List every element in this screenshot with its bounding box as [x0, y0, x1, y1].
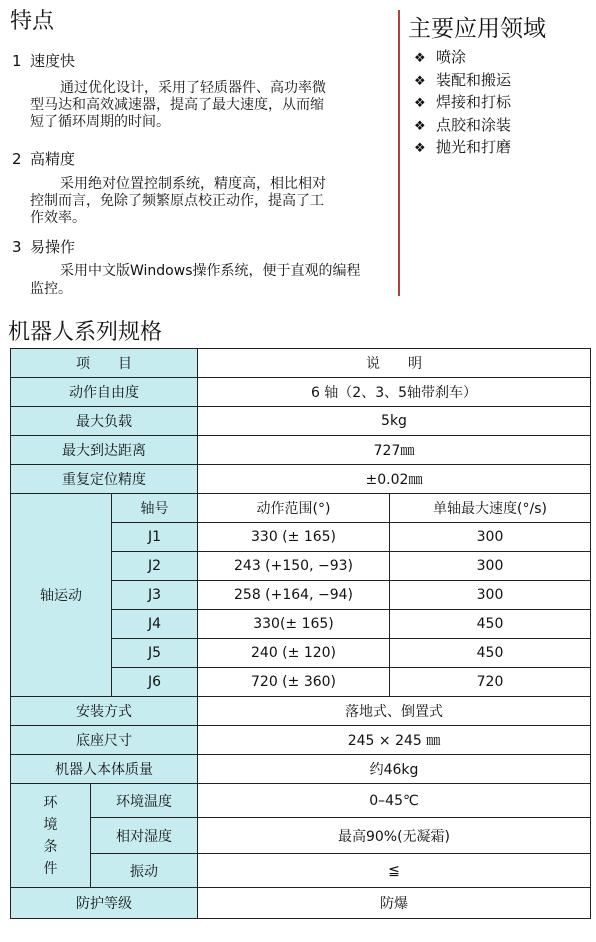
diamond-bullet-icon: ❖	[414, 96, 426, 111]
list-item: ❖ 焊接和打标	[414, 92, 511, 115]
axis-speed: 450	[390, 639, 591, 668]
row-value: 5kg	[198, 407, 591, 436]
axis-range: 330(± 165)	[198, 610, 390, 639]
spec-title: 机器人系列规格	[8, 320, 163, 345]
axis-range: 240 (± 120)	[198, 639, 390, 668]
feature-1-text-cont: 型马达和高效减速器，提高了最大速度，从而缩 短了循环周期的时间。	[30, 97, 324, 130]
table-row	[11, 407, 591, 436]
header-desc: 说 明	[198, 349, 591, 378]
row-label: 防护等级	[11, 888, 198, 919]
env-value: 0–45℃	[198, 784, 591, 818]
env-label: 环境温度	[91, 784, 198, 818]
axis-group-label: 轴运动	[11, 494, 112, 697]
row-value: 落地式、倒置式	[198, 697, 591, 726]
env-value: 最高90%(无凝霜)	[198, 818, 591, 854]
axis-range: 720 (± 360)	[198, 668, 390, 697]
env-label: 相对湿度	[91, 818, 198, 854]
applications-title: 主要应用领域	[408, 16, 546, 42]
axis-header-speed: 单轴最大速度(°/s)	[390, 494, 591, 523]
diamond-bullet-icon: ❖	[414, 141, 426, 156]
table-row	[11, 784, 591, 818]
axis-speed: 450	[390, 610, 591, 639]
row-label: 最大负载	[11, 407, 198, 436]
axis-id: J6	[112, 668, 198, 697]
row-label: 动作自由度	[11, 378, 198, 407]
features-title: 特点	[10, 9, 55, 34]
feature-3-text-cont: 监控。	[30, 281, 72, 297]
diamond-bullet-icon: ❖	[414, 118, 426, 134]
row-value: 约46kg	[198, 755, 591, 784]
list-item: ❖ 装配和搬运	[414, 70, 511, 93]
table-row	[11, 378, 591, 407]
axis-range: 330 (± 165)	[198, 523, 390, 552]
axis-range: 258 (+164, −94)	[198, 581, 390, 610]
axis-id: J3	[112, 581, 198, 610]
diamond-bullet-icon: ❖	[414, 51, 426, 66]
env-group-label: 环 境 条 件	[11, 784, 91, 888]
feature-1-text: 通过优化设计，采用了轻质器件、高功率微	[60, 80, 326, 96]
feature-3-heading: 3 易操作	[12, 238, 76, 256]
table-row	[11, 818, 591, 854]
table-row	[11, 494, 591, 523]
table-row	[11, 465, 591, 494]
section-divider	[398, 10, 400, 296]
diamond-bullet-icon: ❖	[414, 73, 426, 89]
row-value: 6 轴（2、3、5轴带刹车）	[198, 378, 591, 407]
table-row	[11, 436, 591, 465]
axis-speed: 300	[390, 523, 591, 552]
axis-id: J4	[112, 610, 198, 639]
axis-range: 243 (+150, −93)	[198, 552, 390, 581]
axis-id: J1	[112, 523, 198, 552]
table-row	[11, 697, 591, 726]
table-row	[11, 755, 591, 784]
feature-3-text: 采用中文版Windows操作系统，便于直观的编程	[60, 263, 361, 279]
header-item: 项 目	[11, 349, 198, 378]
axis-speed: 720	[390, 668, 591, 697]
row-label: 底座尺寸	[11, 726, 198, 755]
list-item: ❖ 抛光和打磨	[414, 137, 511, 160]
axis-header-axis: 轴号	[112, 494, 198, 523]
feature-1-heading: 1 速度快	[12, 52, 76, 70]
row-value: 防爆	[198, 888, 591, 919]
table-row	[11, 349, 591, 378]
row-value: ±0.02㎜	[198, 465, 591, 494]
table-row	[11, 726, 591, 755]
env-value: ≦	[198, 854, 591, 888]
list-item: ❖ 点胶和涂装	[414, 115, 511, 138]
feature-2-heading: 2 高精度	[12, 150, 76, 168]
row-label: 最大到达距离	[11, 436, 198, 465]
row-label: 重复定位精度	[11, 465, 198, 494]
row-label: 机器人本体质量	[11, 755, 198, 784]
feature-2-text: 采用绝对位置控制系统，精度高，相比相对	[60, 176, 326, 192]
list-item: ❖ 喷涂	[414, 47, 511, 70]
spec-table	[10, 348, 591, 919]
axis-header-range: 动作范围(°)	[198, 494, 390, 523]
row-value: 245 × 245 ㎜	[198, 726, 591, 755]
axis-speed: 300	[390, 581, 591, 610]
env-label: 振动	[91, 854, 198, 888]
axis-speed: 300	[390, 552, 591, 581]
axis-id: J5	[112, 639, 198, 668]
table-row	[11, 888, 591, 919]
axis-id: J2	[112, 552, 198, 581]
table-row	[11, 854, 591, 888]
applications-list	[414, 47, 511, 160]
row-label: 安装方式	[11, 697, 198, 726]
row-value: 727㎜	[198, 436, 591, 465]
feature-2-text-cont: 控制而言，免除了频繁原点校正动作，提高了工 作效率。	[30, 193, 324, 226]
